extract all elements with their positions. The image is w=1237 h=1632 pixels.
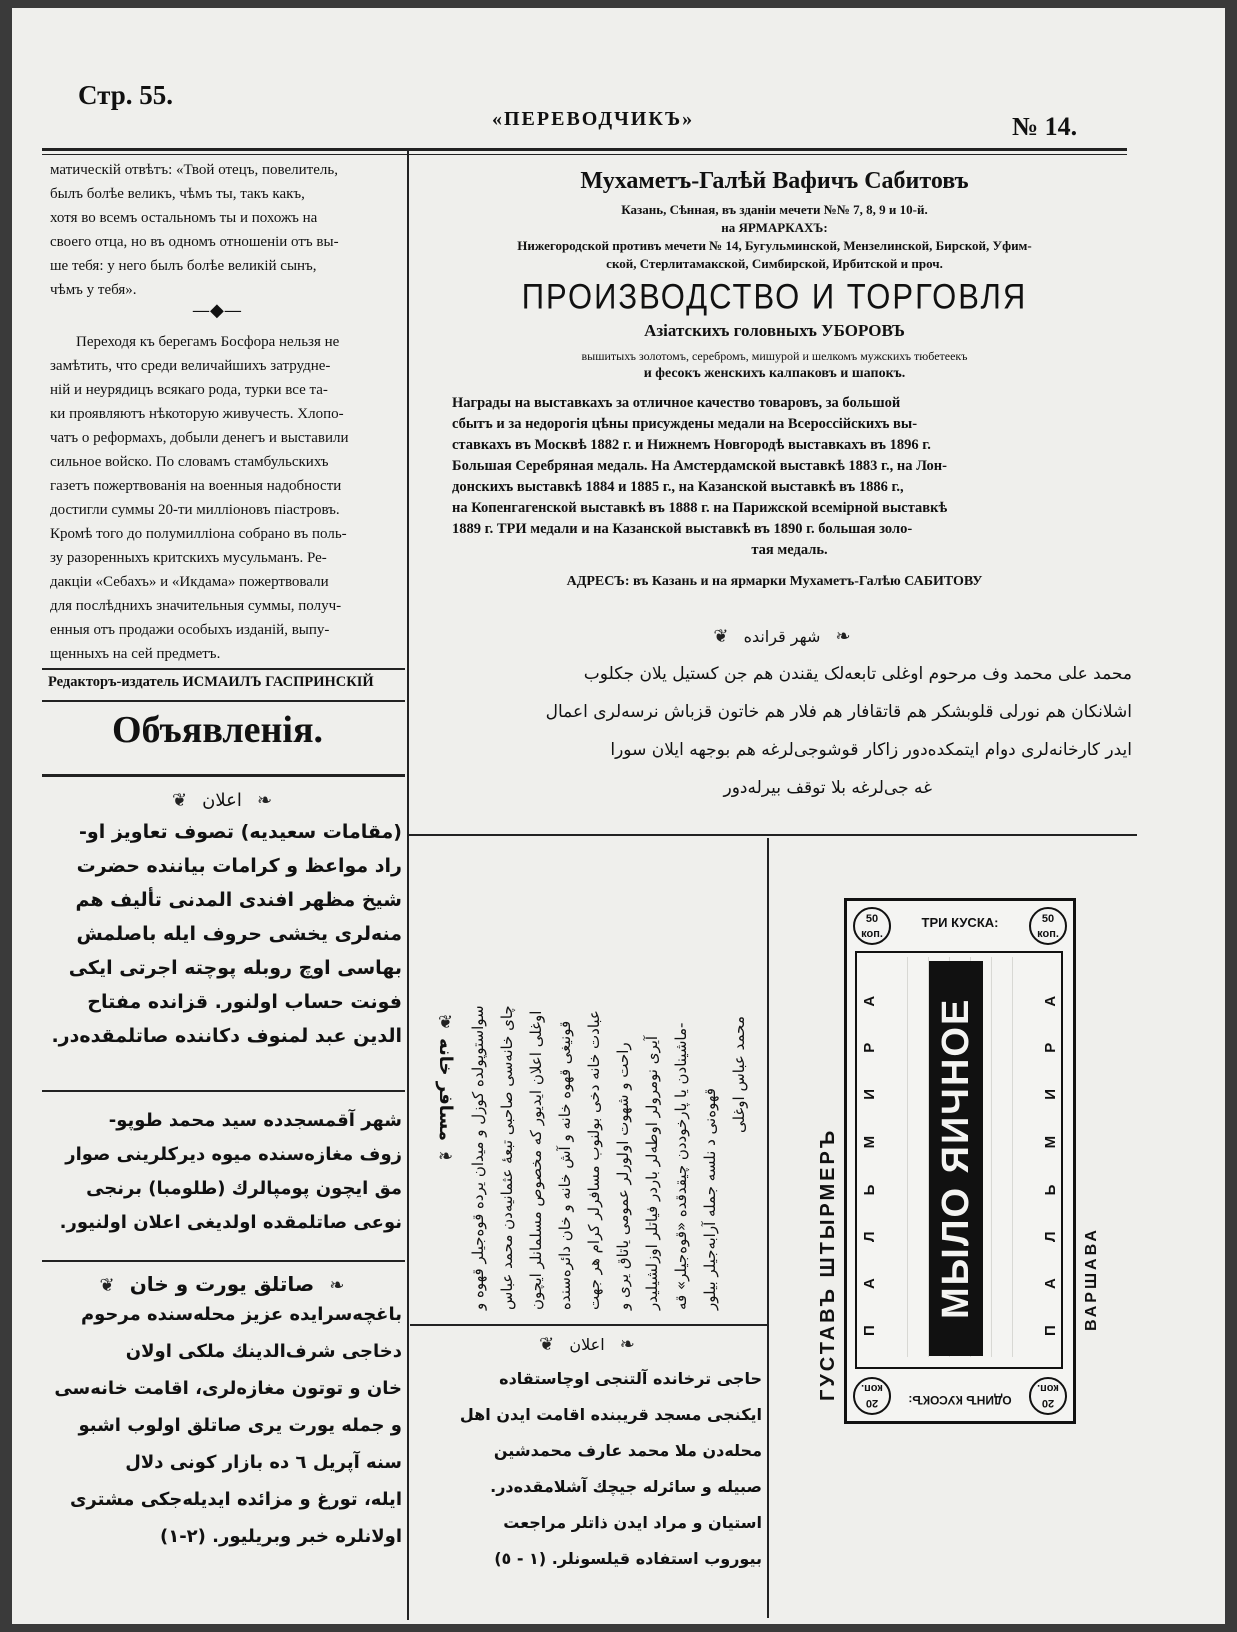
award-line: ставкахъ въ Москвѣ 1882 г. и Нижнемъ Новгородѣ выставкахъ въ 1896 г.: [452, 437, 931, 453]
award-line: на Копенгагенской выставкѣ въ 1888 г. на Парижской всемірной выставкѣ: [452, 500, 948, 516]
arabic-line: آیری نومرولر اوطه‌لر باردر فیاتلر اوزلشیلیدر: [643, 1035, 661, 1310]
text-line: ше тебя: у него былъ болѣе великій сынъ,: [50, 258, 317, 274]
text-line: для послѣднихъ значительныя суммы, получ-: [50, 598, 342, 614]
text-line: зу разоренныхъ критскихъ мусульманъ. Ре-: [50, 550, 327, 566]
arabic-line: چای خانه‌سی صاحبی تبعهٔ عثمانیه‌دن محمد عباس: [498, 1005, 516, 1310]
ad-sabitov-title: ПРОИЗВОДСТВО И ТОРГОВЛЯ: [521, 276, 1028, 317]
award-line: сбытъ и за недорогія цѣны присуждены медали на Всероссійскихъ вы-: [452, 416, 918, 432]
ornament-icon: ❦: [713, 626, 729, 647]
city-name: ВАРШАВА: [1083, 1227, 1100, 1331]
arabic-line: سواستوپولده کوزل و میدان یرده قوه‌جیلر قهوه و: [469, 1005, 487, 1310]
paper-name: «ПЕРЕВОДЧИКЪ»: [492, 108, 695, 130]
header-rule: [42, 148, 1127, 151]
ad-alty: [412, 1334, 762, 1577]
arabic-line: محمد عباس اوغلی: [730, 1016, 748, 1134]
arabic-line: دخاجی شرف‌الدینك ملکی اولان: [125, 1341, 402, 1362]
ad-heading: صاتلق یورت و خان: [129, 1272, 315, 1296]
ornament-icon: ❧: [435, 1146, 456, 1168]
award-line: Большая Серебряная медаль. На Амстердамской выставкѣ 1883 г., на Лон-: [452, 458, 947, 474]
ad-sabitov-line: и фесокъ женскихъ калпаковъ и шапокъ.: [643, 366, 906, 381]
ad-heading: شهر قرانده: [743, 627, 821, 646]
arabic-line: غه جی‌لرغه بلا توقف بیرله‌دور: [723, 778, 932, 798]
text-line: былъ болѣе великъ, чѣмъ ты, такъ какъ,: [50, 186, 305, 202]
page-number: Стр. 55.: [78, 80, 174, 110]
ad-sabitov-line: Казань, Сѣнная, въ зданіи мечети №№ 7, 8, 9 и 10-й.: [621, 202, 928, 217]
arabic-line: منه‌لری یخشی حروف ایله باصلمش: [76, 923, 402, 945]
arabic-line: و جمله یورت یری صاتلق اولوب اشبو: [78, 1415, 402, 1436]
text-line: сильное войско. По словамъ стамбульскихъ: [50, 454, 329, 470]
price-label: 20 коп.: [861, 1382, 883, 1409]
ad-heading-row: [42, 1272, 402, 1296]
text-line: щенныхъ на сей предметъ.: [50, 646, 221, 662]
arabic-line: زوف مغازه‌سنده میوه دیرکلرینی صوار: [65, 1144, 402, 1165]
text-line: достигли суммы 20-ти милліоновъ піастровъ.: [50, 502, 340, 518]
arabic-line: اولانلره خبر وبریلیور. (٢-١): [159, 1526, 402, 1547]
section-divider: —◆—: [192, 300, 242, 321]
arabic-line: نوعی صاتلمقده اولدیغی اعلان اولنیور.: [59, 1212, 402, 1233]
ad-heading-row: [412, 1334, 762, 1355]
price-label: 20 коп.: [1037, 1382, 1059, 1409]
arabic-line: فونت حساب اولنور. قزانده مفتاح: [87, 991, 402, 1013]
text-line: ній и неурядицъ всякаго рода, турки все та-: [50, 382, 328, 398]
bottom-label: ОДИНЪ КУСОКЪ:: [908, 1393, 1012, 1407]
text-line: хотя во всемъ остальномъ ты и похожъ на: [50, 210, 318, 226]
ad-sheher-qaraende: [432, 626, 1132, 807]
ornament-icon: ❦: [435, 1012, 456, 1034]
header-rule-thin: [42, 154, 1127, 155]
price-badge: [853, 907, 891, 945]
award-line: тая медаль.: [751, 542, 828, 558]
text-line: енныя отъ продажи особыхъ изданій, выпу-: [50, 622, 330, 638]
divider-sabitov-bottom: [407, 834, 1137, 836]
editor-credit: Редакторъ-издатель ИСМАИЛЪ ГАСПРИНСКІЙ: [48, 674, 374, 690]
big-word: МЫЛО ЯИЧНОЕ: [929, 961, 983, 1356]
arabic-line: راد مواعظ و کرامات بیاننده حضرت: [76, 855, 402, 877]
text-line: матическій отвѣтъ: «Твой отецъ, повелитель,: [50, 162, 338, 178]
price-label: 50 коп.: [1037, 913, 1059, 940]
price-label: 50 коп.: [861, 913, 883, 940]
ad-divider: [42, 1260, 405, 1262]
top-label: ТРИ КУСКА:: [921, 915, 999, 930]
price-badge: [853, 1377, 891, 1415]
arabic-line: ایدر کارخانه‌لری دوام ایتمکده‌دور زاکار قوشوجی‌لرغه هم بوجهه ایلان سورا: [610, 740, 1132, 760]
award-line: донскихъ выставкѣ 1884 и 1885 г., на Казанской выставкѣ въ 1886 г.,: [452, 479, 904, 495]
left-letters: П А Л Ь М И Р А: [861, 979, 878, 1337]
editor-rule-top: [42, 668, 405, 670]
award-line: 1889 г. ТРИ медали и на Казанской выставкѣ въ 1890 г. большая золо-: [452, 521, 913, 537]
maker-name: ГУСТАВЪ ШТЫРМЕРЪ: [817, 1127, 839, 1401]
arabic-line: (مقامات سعیدیه) تصوف تعاویز او-: [79, 821, 402, 843]
price-badge: [1029, 1377, 1067, 1415]
ornament-icon: ❧: [329, 1275, 345, 1296]
ad-musafirkhane-heading: [424, 970, 456, 1210]
price-badge: [1029, 907, 1067, 945]
arabic-line: محمد علی محمد وف مرحوم اوغلی تابعه‌لک یقندن هم جن کستیل یلان جکلوب: [583, 664, 1132, 684]
text-line: ки проявляютъ нѣкоторую живучесть. Хлопо-: [50, 406, 344, 422]
ad-sabitov-line: Нижегородской противъ мечети № 14, Бугульминской, Мензелинской, Бирской, Уфим-: [517, 238, 1032, 253]
text-line: замѣтить, что среди величайшихъ затрудне-: [50, 358, 331, 374]
arabic-line: راحت و شهوت اولورلر عمومی یاتاق یری و: [614, 1042, 632, 1310]
newspaper-page: [12, 8, 1225, 1624]
ad-sabitov-address: АДРЕСЪ: въ Казань и на ярмарки Мухаметъ-Галѣю САБИТОВУ: [566, 574, 983, 589]
ad-mive: [42, 1104, 402, 1240]
ad-sabitov: [412, 168, 1137, 591]
arabic-line: ایکنجی مسجد قریبنده اقامت ایدن اهل: [459, 1405, 762, 1424]
ad-sabitov-name: Мухаметъ-Галѣй Вафичъ Сабитовъ: [580, 168, 969, 194]
ad-maqamat: [42, 790, 402, 1053]
text-line: своего отца, но въ одномъ отношеніи отъ вы-: [50, 234, 339, 250]
left-column-article-1: [50, 158, 405, 302]
ad-heading: اعلان: [569, 1335, 605, 1354]
right-letters: П А Л Ь М И Р А: [1042, 979, 1059, 1337]
text-line: Переходя къ берегамъ Босфора нельзя не: [76, 334, 340, 350]
ornament-icon: ❦: [539, 1334, 555, 1355]
ad-heading: مسافر خانه: [435, 1038, 456, 1142]
ad-divider: [42, 1090, 405, 1092]
ornament-icon: ❧: [619, 1334, 635, 1355]
arabic-line: مق ایچون پومپالرك (طلومبا) برنجی: [86, 1178, 402, 1199]
arabic-line: استیان و مراد ایدن ذاتلر مراجعت: [503, 1513, 762, 1532]
ornament-icon: ❧: [835, 626, 851, 647]
ads-rule: [42, 774, 405, 777]
arabic-line: عبادت خانه دخی بولنوب مسافرلر کرام هر جهت: [585, 1010, 603, 1310]
arabic-line: اشلانکان هم نورلی قلوبشکر هم قاتقافار هم فلار هم خاتون قزباش نرسه‌لری اعمال: [545, 702, 1132, 722]
ad-sabitov-line: вышитыхъ золотомъ, серебромъ, мишурой и шелкомъ мужскихъ тюбетеекъ: [581, 349, 968, 363]
award-line: Награды на выставкахъ за отличное качество товаровъ, за большой: [452, 395, 901, 411]
ads-heading: Объявленія.: [112, 709, 324, 751]
arabic-line: ماشینادن یا پارخوددن چیقدقده «قوه‌جیلر» قه-: [672, 1022, 690, 1310]
arabic-line: محله‌دن ملا محمد عارف محمدشین: [493, 1441, 762, 1460]
text-line: газетъ пожертвованія на военныя надобности: [50, 478, 342, 494]
left-column-article-2: [50, 330, 405, 666]
ad-musafirkhane-body: [464, 840, 754, 1310]
arabic-line: بهاسی اوچ روبله پوچته اجرتی ایکی: [68, 957, 402, 979]
ad-divider: [410, 1324, 767, 1326]
ad-sabitov-awards: [452, 393, 1127, 561]
arabic-line: الدین عبد لمنوف دکاننده صاتلمقده‌در.: [51, 1025, 402, 1047]
ad-heading: اعلان: [202, 790, 242, 811]
arabic-line: حاجی ترخانده آلتنجی اوچاستقاده: [499, 1369, 762, 1388]
issue-number: № 14.: [1012, 112, 1078, 141]
ad-yurt: [42, 1272, 402, 1555]
ad-heading-row: [432, 626, 1132, 647]
arabic-line: خان و توتون مغازه‌لری، اقامت خانه‌سی: [54, 1378, 402, 1399]
arabic-line: اوغلی اعلان ایدیور که مخصوص مسلمانلر ایچون: [527, 1010, 545, 1310]
ad-sabitov-line: на ЯРМАРКАХЪ:: [721, 220, 828, 235]
ornament-icon: ❦: [171, 790, 188, 811]
text-line: чатъ о реформахъ, добыли денегъ и выставили: [50, 430, 349, 446]
text-line: дакціи «Себахъ» и «Икдама» пожертвовали: [50, 574, 329, 590]
arabic-line: ایله، تورغ و مزائده ایدیله‌جکی مشتری: [69, 1489, 402, 1510]
arabic-line: صبیله و سائرله جیچك آشلامقده‌در.: [490, 1477, 762, 1496]
column-divider-left: [407, 150, 409, 1620]
arabic-line: بیوروب استفاده قیلسونلر. (١ - ٥): [494, 1549, 762, 1568]
text-line: чѣмъ у тебя».: [50, 282, 137, 298]
column-divider-mid: [767, 838, 769, 1618]
arabic-line: سنه آپریل ٦ ده بازار کونی دلال: [125, 1452, 402, 1473]
ad-heading-row: [42, 790, 402, 811]
ornament-icon: ❦: [99, 1275, 115, 1296]
ad-sabitov-subtitle: Азіатскихъ головныхъ УБОРОВЪ: [644, 321, 905, 340]
arabic-line: شهر آقمسجدده سید محمد طوپو-: [108, 1110, 402, 1131]
ornament-icon: ❧: [256, 790, 273, 811]
ad-sabitov-line: ской, Стерлитамакской, Симбирской, Ирбитской и проч.: [606, 256, 943, 271]
editor-rule-bottom: [42, 700, 405, 702]
arabic-line: باغچه‌سرایده عزیز محله‌سنده مرحوم: [80, 1304, 402, 1325]
ad-musafirkhane: [420, 840, 760, 1320]
text-line: Кромѣ того до полумилліона собрано въ поль-: [50, 526, 347, 542]
ad-palmira-soap: [817, 898, 1100, 1424]
arabic-line: قهوه‌نی د نلسه جمله آرابه‌جیلر بیلور: [701, 1088, 719, 1310]
arabic-line: قونیغی قهوه خانه و آش خانه و خان دائره‌سنده: [556, 1020, 574, 1310]
arabic-line: شیخ مظهر افندی المدنی تألیف هم: [75, 889, 402, 911]
